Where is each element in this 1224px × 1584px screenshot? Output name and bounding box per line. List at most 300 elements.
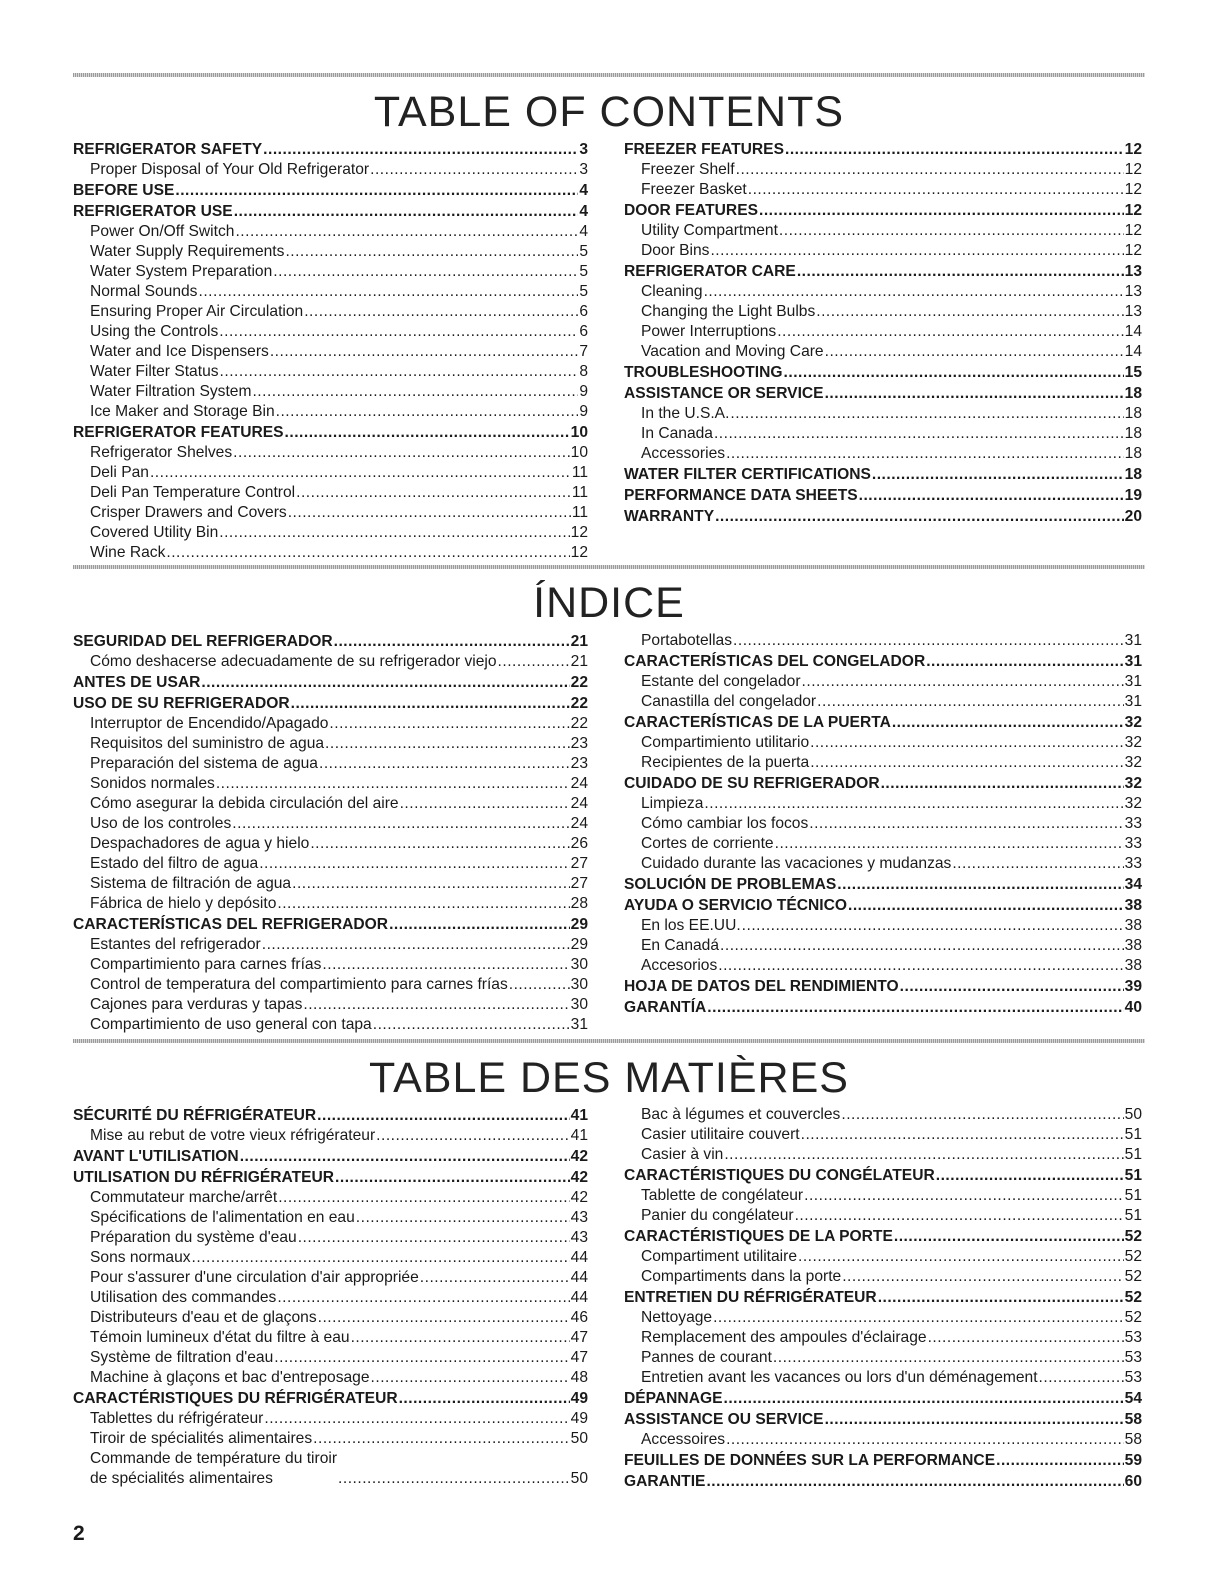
dot-leader bbox=[795, 1206, 1124, 1226]
dot-leader bbox=[825, 383, 1124, 404]
toc-entry-page: 4 bbox=[579, 203, 588, 220]
toc-subentry bbox=[624, 854, 1142, 874]
toc-subentry bbox=[73, 382, 588, 402]
dot-leader bbox=[724, 1145, 1123, 1165]
dot-leader bbox=[816, 302, 1123, 322]
dot-leader bbox=[400, 794, 570, 814]
toc-entry-page: 31 bbox=[1124, 653, 1142, 670]
toc-entry-label: Refrigerator Shelves bbox=[90, 444, 233, 461]
dot-leader bbox=[219, 523, 569, 543]
toc-heading-entry bbox=[624, 1450, 1142, 1471]
toc-subentry bbox=[73, 754, 588, 774]
toc-subentry bbox=[73, 543, 588, 563]
toc-subentry bbox=[73, 1449, 588, 1489]
toc-entry-page: 13 bbox=[1124, 303, 1142, 320]
toc-entry-page: 8 bbox=[579, 363, 588, 380]
toc-entry-label: Cleaning bbox=[641, 283, 703, 300]
toc-entry-label: Sistema de filtración de agua bbox=[90, 875, 292, 892]
dot-leader bbox=[894, 1226, 1124, 1247]
dot-leader bbox=[273, 262, 578, 282]
toc-subentry bbox=[73, 342, 588, 362]
section-title: TABLE OF CONTENTS bbox=[373, 88, 845, 136]
dot-leader bbox=[736, 160, 1124, 180]
toc-entry-page: 3 bbox=[579, 161, 588, 178]
toc-entry-page: 12 bbox=[1124, 141, 1142, 158]
toc-entry-page: 18 bbox=[1124, 466, 1142, 483]
toc-subentry bbox=[73, 1328, 588, 1348]
toc-entry-label: En Canadá bbox=[641, 937, 720, 954]
toc-entry-label: Sonidos normales bbox=[90, 775, 215, 792]
toc-entry-label: Pour s'assurer d'une circulation d'air appropriée bbox=[90, 1269, 419, 1286]
toc-entry-page: 4 bbox=[579, 223, 588, 240]
toc-entry-page: 52 bbox=[1124, 1309, 1142, 1326]
toc-entry-page: 53 bbox=[1124, 1349, 1142, 1366]
dot-leader bbox=[817, 692, 1124, 712]
dot-leader bbox=[720, 936, 1124, 956]
toc-entry-page: 49 bbox=[570, 1410, 588, 1427]
toc-entry-page: 51 bbox=[1124, 1167, 1142, 1184]
toc-subentry bbox=[73, 160, 588, 180]
toc-subentry bbox=[624, 956, 1142, 976]
toc-entry-page: 32 bbox=[1124, 795, 1142, 812]
toc-entry-label: Accessoires bbox=[641, 1431, 726, 1448]
toc-heading-entry bbox=[73, 1388, 588, 1409]
toc-subentry bbox=[73, 483, 588, 503]
toc-subentry bbox=[73, 955, 588, 975]
toc-entry-label: CUIDADO DE SU REFRIGERADOR bbox=[624, 775, 880, 792]
dot-leader bbox=[288, 503, 571, 523]
toc-entry-label: Changing the Light Bulbs bbox=[641, 303, 816, 320]
toc-entry-page: 51 bbox=[1124, 1126, 1142, 1143]
toc-heading-entry bbox=[624, 1388, 1142, 1409]
dot-leader bbox=[842, 1267, 1123, 1287]
toc-entry-page: 18 bbox=[1124, 385, 1142, 402]
toc-entry-page: 30 bbox=[570, 976, 588, 993]
toc-column-left bbox=[73, 1105, 588, 1489]
toc-subentry bbox=[73, 282, 588, 302]
toc-entry-label: In Canada bbox=[641, 425, 713, 442]
toc-entry-page: 53 bbox=[1124, 1329, 1142, 1346]
toc-entry-label: Casier utilitaire couvert bbox=[641, 1126, 800, 1143]
toc-entry-label: In the U.S.A. bbox=[641, 405, 730, 422]
toc-entry-label: AVANT L'UTILISATION bbox=[73, 1148, 239, 1165]
toc-entry-page: 42 bbox=[570, 1169, 588, 1186]
toc-subentry bbox=[624, 1247, 1142, 1267]
toc-heading-entry bbox=[624, 485, 1142, 506]
toc-entry-label: Freezer Shelf bbox=[641, 161, 735, 178]
toc-subentry bbox=[73, 814, 588, 834]
toc-subentry bbox=[73, 652, 588, 672]
toc-subentry bbox=[73, 734, 588, 754]
toc-entry-label: Cortes de corriente bbox=[641, 835, 774, 852]
toc-entry-label: Panier du congélateur bbox=[641, 1207, 794, 1224]
toc-entry-page: 52 bbox=[1124, 1289, 1142, 1306]
toc-subentry bbox=[624, 916, 1142, 936]
toc-entry-page: 32 bbox=[1124, 775, 1142, 792]
toc-entry-page: 26 bbox=[570, 835, 588, 852]
toc-entry-label: Tablette de congélateur bbox=[641, 1187, 804, 1204]
toc-subentry bbox=[73, 1409, 588, 1429]
toc-column-right bbox=[624, 139, 1142, 527]
toc-entry-label: Power Interruptions bbox=[641, 323, 777, 340]
toc-entry-page: 31 bbox=[1124, 632, 1142, 649]
toc-entry-page: 33 bbox=[1124, 835, 1142, 852]
toc-entry-page: 22 bbox=[570, 695, 588, 712]
dot-leader bbox=[704, 282, 1124, 302]
toc-subentry bbox=[624, 692, 1142, 712]
toc-subentry bbox=[73, 222, 588, 242]
toc-subentry bbox=[73, 503, 588, 523]
toc-entry-page: 6 bbox=[579, 303, 588, 320]
toc-entry-label: Power On/Off Switch bbox=[90, 223, 235, 240]
dot-leader bbox=[798, 1247, 1124, 1267]
dot-leader bbox=[232, 814, 569, 834]
toc-entry-page: 15 bbox=[1124, 364, 1142, 381]
toc-entry-page: 51 bbox=[1124, 1146, 1142, 1163]
dot-leader bbox=[759, 200, 1124, 221]
dot-leader bbox=[296, 483, 571, 503]
dot-leader bbox=[825, 342, 1124, 362]
dot-leader bbox=[713, 1308, 1124, 1328]
toc-entry-label: Tiroir de spécialités alimentaires bbox=[90, 1430, 313, 1447]
toc-entry-label: Bac à légumes et couvercles bbox=[641, 1106, 841, 1123]
toc-entry-label: Crisper Drawers and Covers bbox=[90, 504, 287, 521]
toc-entry-label: Water Filter Status bbox=[90, 363, 219, 380]
toc-entry-page: 5 bbox=[579, 243, 588, 260]
toc-entry-page: 50 bbox=[570, 1430, 588, 1447]
toc-entry-label: Sons normaux bbox=[90, 1249, 191, 1266]
dot-leader bbox=[837, 874, 1123, 895]
toc-entry-label: AYUDA O SERVICIO TÉCNICO bbox=[624, 897, 847, 914]
dot-leader bbox=[714, 424, 1124, 444]
dot-leader bbox=[166, 543, 569, 563]
dot-leader bbox=[707, 997, 1123, 1018]
toc-heading-entry bbox=[624, 464, 1142, 485]
toc-subentry bbox=[73, 1308, 588, 1328]
toc-entry-label: DOOR FEATURES bbox=[624, 202, 758, 219]
toc-heading-entry bbox=[73, 631, 588, 652]
toc-entry-label: Requisitos del suministro de agua bbox=[90, 735, 325, 752]
toc-entry-label: FEUILLES DE DONNÉES SUR LA PERFORMANCE bbox=[624, 1452, 996, 1469]
toc-entry-label: Distributeurs d'eau et de glaçons bbox=[90, 1309, 317, 1326]
dot-leader bbox=[235, 222, 578, 242]
toc-entry-label: Estantes del refrigerador bbox=[90, 936, 261, 953]
toc-heading-entry bbox=[624, 712, 1142, 733]
dot-leader bbox=[252, 382, 578, 402]
toc-entry-label: Utilisation des commandes bbox=[90, 1289, 277, 1306]
toc-entry-page: 30 bbox=[570, 956, 588, 973]
toc-heading-entry bbox=[624, 895, 1142, 916]
dot-leader bbox=[802, 672, 1124, 692]
toc-subentry bbox=[73, 463, 588, 483]
toc-heading-entry bbox=[624, 261, 1142, 282]
toc-subentry bbox=[624, 221, 1142, 241]
dot-leader bbox=[748, 180, 1124, 200]
dot-leader bbox=[277, 894, 569, 914]
toc-entry-page: 22 bbox=[570, 715, 588, 732]
toc-entry-page: 11 bbox=[571, 504, 588, 521]
toc-entry-page: 33 bbox=[1124, 815, 1142, 832]
dot-leader bbox=[219, 322, 578, 342]
toc-column-left bbox=[73, 139, 588, 563]
dot-leader bbox=[710, 241, 1123, 261]
toc-entry-label: Canastilla del congelador bbox=[641, 693, 817, 710]
toc-subentry bbox=[624, 672, 1142, 692]
toc-entry-label: En los EE.UU. bbox=[641, 917, 741, 934]
toc-entry-page: 44 bbox=[570, 1269, 588, 1286]
toc-column-right bbox=[624, 1105, 1142, 1492]
toc-subentry bbox=[73, 262, 588, 282]
toc-entry-page: 53 bbox=[1124, 1369, 1142, 1386]
toc-entry-page: 29 bbox=[570, 916, 588, 933]
dot-leader bbox=[310, 834, 569, 854]
toc-entry-page: 51 bbox=[1124, 1207, 1142, 1224]
toc-entry-label: Machine à glaçons et bac d'entreposage bbox=[90, 1369, 370, 1386]
toc-heading-entry bbox=[73, 201, 588, 222]
toc-entry-page: 59 bbox=[1124, 1452, 1142, 1469]
toc-entry-page: 40 bbox=[1124, 999, 1142, 1016]
toc-entry-label: Ice Maker and Storage Bin bbox=[90, 403, 275, 420]
toc-entry-page: 11 bbox=[571, 484, 588, 501]
dot-leader bbox=[742, 916, 1124, 936]
toc-subentry bbox=[624, 1430, 1142, 1450]
dot-leader bbox=[726, 444, 1124, 464]
toc-heading-entry bbox=[624, 651, 1142, 672]
toc-heading-entry bbox=[624, 139, 1142, 160]
toc-entry-label: Cuidado durante las vacaciones y mudanzas bbox=[641, 855, 952, 872]
toc-entry-label: BEFORE USE bbox=[73, 182, 175, 199]
toc-entry-page: 22 bbox=[570, 674, 588, 691]
toc-entry-page: 47 bbox=[570, 1329, 588, 1346]
toc-entry-label: ANTES DE USAR bbox=[73, 674, 201, 691]
toc-entry-label: Mise au rebut de votre vieux réfrigérateur bbox=[90, 1127, 376, 1144]
toc-subentry bbox=[73, 1368, 588, 1388]
toc-subentry bbox=[624, 342, 1142, 362]
toc-entry-page: 32 bbox=[1124, 754, 1142, 771]
dot-leader bbox=[270, 342, 578, 362]
dot-leader bbox=[498, 652, 570, 672]
toc-entry-label: Recipientes de la puerta bbox=[641, 754, 810, 771]
dot-leader bbox=[233, 443, 569, 463]
toc-entry-page: 24 bbox=[570, 795, 588, 812]
toc-entry-label: UTILISATION DU RÉFRIGÉRATEUR bbox=[73, 1169, 335, 1186]
toc-subentry bbox=[73, 794, 588, 814]
toc-subentry bbox=[624, 834, 1142, 854]
toc-entry-label: Tablettes du réfrigérateur bbox=[90, 1410, 264, 1427]
toc-entry-label: Normal Sounds bbox=[90, 283, 198, 300]
toc-heading-entry bbox=[73, 180, 588, 201]
toc-entry-label: Commutateur marche/arrêt bbox=[90, 1189, 278, 1206]
toc-subentry bbox=[73, 714, 588, 734]
toc-entry-label: Wine Rack bbox=[90, 544, 166, 561]
dot-leader bbox=[198, 282, 578, 302]
toc-entry-label: WATER FILTER CERTIFICATIONS bbox=[624, 466, 871, 483]
toc-subentry bbox=[73, 362, 588, 382]
toc-entry-label: HOJA DE DATOS DEL RENDIMIENTO bbox=[624, 978, 899, 995]
page-number: 2 bbox=[73, 1522, 85, 1545]
toc-entry-label: DÉPANNAGE bbox=[624, 1390, 723, 1407]
toc-entry-page: 38 bbox=[1124, 937, 1142, 954]
toc-entry-page: 14 bbox=[1124, 323, 1142, 340]
dot-leader bbox=[704, 794, 1123, 814]
toc-entry-label: REFRIGERATOR CARE bbox=[624, 263, 796, 280]
toc-entry-label: GARANTIE bbox=[624, 1473, 706, 1490]
toc-entry-page: 41 bbox=[570, 1127, 588, 1144]
dot-leader bbox=[784, 362, 1124, 383]
dot-leader bbox=[878, 1287, 1124, 1308]
toc-entry-label: Estante del congelador bbox=[641, 673, 801, 690]
toc-entry-label: CARACTERÍSTICAS DEL REFRIGERADOR bbox=[73, 916, 389, 933]
toc-entry-page: 29 bbox=[570, 936, 588, 953]
toc-heading-entry bbox=[73, 422, 588, 443]
section-divider bbox=[73, 73, 1145, 77]
toc-entry-label: Accessories bbox=[641, 445, 726, 462]
toc-subentry bbox=[624, 1206, 1142, 1226]
toc-entry-label: Préparation du système d'eau bbox=[90, 1229, 297, 1246]
toc-entry-label: Covered Utility Bin bbox=[90, 524, 219, 541]
toc-subentry bbox=[73, 1126, 588, 1146]
toc-entry-page: 28 bbox=[570, 895, 588, 912]
toc-subentry bbox=[624, 1348, 1142, 1368]
dot-leader bbox=[329, 714, 569, 734]
dot-leader bbox=[274, 1348, 569, 1368]
toc-subentry bbox=[73, 523, 588, 543]
toc-entry-label: CARACTÉRISTIQUES DU RÉFRIGÉRATEUR bbox=[73, 1390, 398, 1407]
toc-entry-page: 50 bbox=[1124, 1106, 1142, 1123]
toc-entry-page: 13 bbox=[1124, 283, 1142, 300]
toc-entry-page: 34 bbox=[1124, 876, 1142, 893]
toc-entry-page: 18 bbox=[1124, 405, 1142, 422]
toc-subentry bbox=[73, 935, 588, 955]
dot-leader bbox=[777, 322, 1123, 342]
toc-entry-page: 54 bbox=[1124, 1390, 1142, 1407]
toc-subentry bbox=[624, 302, 1142, 322]
toc-entry-page: 31 bbox=[570, 1016, 588, 1033]
toc-heading-entry bbox=[624, 1165, 1142, 1186]
toc-subentry bbox=[624, 404, 1142, 424]
toc-subentry bbox=[624, 424, 1142, 444]
toc-entry-page: 39 bbox=[1124, 978, 1142, 995]
dot-leader bbox=[952, 854, 1123, 874]
toc-entry-label: Cómo cambiar los focos bbox=[641, 815, 809, 832]
dot-leader bbox=[259, 854, 569, 874]
toc-entry-page: 38 bbox=[1124, 957, 1142, 974]
toc-entry-label: REFRIGERATOR USE bbox=[73, 203, 233, 220]
dot-leader bbox=[726, 1430, 1124, 1450]
toc-entry-page: 43 bbox=[570, 1209, 588, 1226]
dot-leader bbox=[841, 1105, 1123, 1125]
toc-entry-label: Water System Preparation bbox=[90, 263, 273, 280]
toc-entry-page: 9 bbox=[579, 403, 588, 420]
dot-leader bbox=[240, 1146, 570, 1167]
toc-entry-label: USO DE SU REFRIGERADOR bbox=[73, 695, 290, 712]
dot-leader bbox=[872, 464, 1124, 485]
toc-entry-page: 21 bbox=[570, 653, 588, 670]
dot-leader bbox=[420, 1268, 570, 1288]
toc-heading-entry bbox=[624, 1287, 1142, 1308]
toc-subentry bbox=[624, 180, 1142, 200]
toc-subentry bbox=[73, 1429, 588, 1449]
toc-subentry bbox=[624, 1368, 1142, 1388]
toc-entry-label: Water Supply Requirements bbox=[90, 243, 285, 260]
dot-leader bbox=[319, 754, 570, 774]
dot-leader bbox=[216, 774, 570, 794]
dot-leader bbox=[785, 139, 1124, 160]
section-divider bbox=[73, 1039, 1145, 1043]
toc-subentry bbox=[73, 302, 588, 322]
toc-heading-entry bbox=[73, 672, 588, 693]
dot-leader bbox=[775, 834, 1124, 854]
toc-entry-page: 18 bbox=[1124, 445, 1142, 462]
dot-leader bbox=[371, 1368, 570, 1388]
dot-leader bbox=[325, 734, 570, 754]
toc-subentry bbox=[624, 794, 1142, 814]
toc-subentry bbox=[73, 402, 588, 422]
dot-leader bbox=[175, 180, 578, 201]
toc-subentry bbox=[73, 874, 588, 894]
toc-entry-label: Using the Controls bbox=[90, 323, 219, 340]
dot-leader bbox=[317, 1105, 569, 1126]
toc-entry-page: 10 bbox=[570, 444, 588, 461]
toc-entry-label: SÉCURITÉ DU RÉFRIGÉRATEUR bbox=[73, 1107, 317, 1124]
dot-leader bbox=[730, 404, 1123, 424]
toc-entry-label: SEGURIDAD DEL REFRIGERADOR bbox=[73, 633, 333, 650]
dot-leader bbox=[277, 1288, 569, 1308]
toc-entry-page: 42 bbox=[570, 1148, 588, 1165]
dot-leader bbox=[370, 160, 578, 180]
toc-subentry bbox=[73, 774, 588, 794]
dot-leader bbox=[285, 422, 570, 443]
toc-entry-label: Commande de température du tiroir de spécialités alimentaires bbox=[90, 1450, 338, 1487]
dot-leader bbox=[389, 914, 570, 935]
section-title: ÍNDICE bbox=[533, 579, 685, 627]
toc-heading-entry bbox=[73, 1105, 588, 1126]
toc-entry-label: Cómo asegurar la debida circulación del aire bbox=[90, 795, 399, 812]
toc-entry-label: GARANTÍA bbox=[624, 999, 707, 1016]
toc-entry-page: 12 bbox=[1124, 181, 1142, 198]
toc-entry-label: Compartimiento utilitario bbox=[641, 734, 810, 751]
toc-entry-label: PERFORMANCE DATA SHEETS bbox=[624, 487, 858, 504]
dot-leader bbox=[264, 1409, 569, 1429]
dot-leader bbox=[298, 1228, 570, 1248]
toc-subentry bbox=[624, 1125, 1142, 1145]
toc-entry-label: Preparación del sistema de agua bbox=[90, 755, 318, 772]
dot-leader bbox=[338, 1469, 570, 1489]
toc-subentry bbox=[624, 444, 1142, 464]
toc-entry-page: 5 bbox=[579, 283, 588, 300]
toc-entry-page: 12 bbox=[1124, 202, 1142, 219]
dot-leader bbox=[220, 362, 579, 382]
dot-leader bbox=[373, 1015, 570, 1035]
toc-entry-page: 4 bbox=[579, 182, 588, 199]
toc-entry-page: 60 bbox=[1124, 1473, 1142, 1490]
toc-entry-page: 23 bbox=[570, 735, 588, 752]
toc-entry-label: CARACTERÍSTICAS DEL CONGELADOR bbox=[624, 653, 926, 670]
toc-entry-label: Pannes de courant bbox=[641, 1349, 772, 1366]
dot-leader bbox=[936, 1165, 1124, 1186]
toc-subentry bbox=[73, 1208, 588, 1228]
toc-entry-page: 12 bbox=[1124, 222, 1142, 239]
toc-column-left bbox=[73, 631, 588, 1035]
dot-leader bbox=[351, 1328, 570, 1348]
toc-subentry bbox=[73, 1348, 588, 1368]
toc-entry-label: Deli Pan Temperature Control bbox=[90, 484, 296, 501]
toc-entry-page: 11 bbox=[571, 464, 588, 481]
toc-entry-page: 19 bbox=[1124, 487, 1142, 504]
toc-entry-page: 20 bbox=[1124, 508, 1142, 525]
toc-subentry bbox=[73, 1248, 588, 1268]
dot-leader bbox=[318, 1308, 570, 1328]
